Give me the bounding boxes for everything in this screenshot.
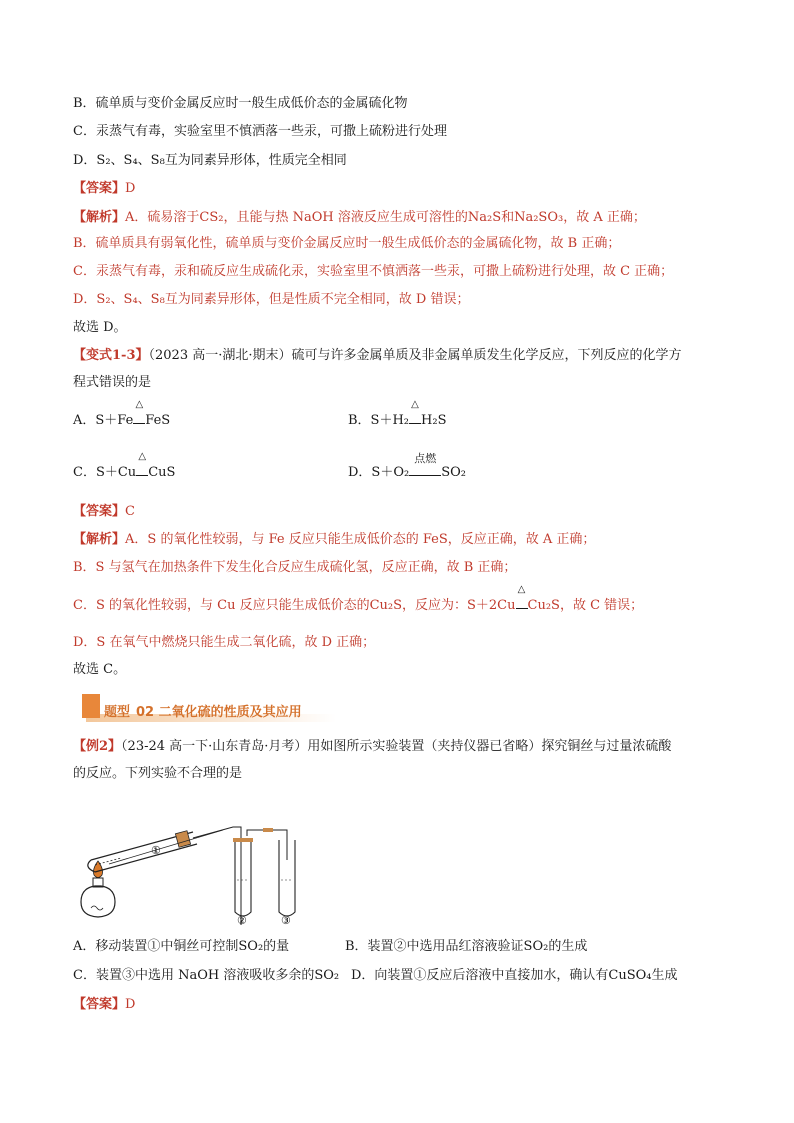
section-marker xyxy=(82,694,100,718)
q3-stem-line-2: 的反应。下列实验不合理的是 xyxy=(73,766,243,781)
analysis-c-pre: C．S 的氧化性较弱，与 Cu 反应只能生成低价态的Cu₂S，反应为：S＋2Cu xyxy=(73,598,516,613)
apparatus-diagram xyxy=(73,820,333,925)
ignition-condition xyxy=(409,452,441,476)
q2-analysis-d: D．S 在氧气中燃烧只能生成二氧化硫，故 D 正确； xyxy=(73,635,376,650)
q1-option-d: D．S₂、S₄、S₈互为同素异形体，性质完全相同 xyxy=(73,153,347,168)
label-device-3: ③ xyxy=(281,914,291,925)
stem-text: （23-24 高一下·山东青岛·月考）用如图所示实验装置（夹持仪器已省略）探究铜丝与过量浓硫酸 xyxy=(121,739,672,754)
label-device-2: ② xyxy=(237,914,247,925)
q2-analysis-b: B．S 与氢气在加热条件下发生化合反应生成硫化氢，反应正确，故 B 正确； xyxy=(73,560,517,575)
q2-stem-line-1 xyxy=(73,347,681,365)
q1-conclusion: 故选 D。 xyxy=(73,320,127,335)
q3-option-d: D．向装置①反应后溶液中直接加水，确认有CuSO₄生成 xyxy=(351,968,678,983)
analysis-text: A．S 的氧化性较弱，与 Fe 反应只能生成低价态的 FeS，反应正确，故 A 正确； xyxy=(125,532,596,547)
analysis-label: 【解析】 xyxy=(73,210,126,225)
example-label: 【例2】 xyxy=(73,739,122,754)
q3-option-c: C．装置③中选用 NaOH 溶液吸收多余的SO₂ xyxy=(73,968,340,983)
heating-condition xyxy=(409,399,421,424)
analysis-label: 【解析】 xyxy=(73,532,126,547)
q2-analysis-c xyxy=(73,584,644,615)
answer-label: 【答案】 xyxy=(73,181,126,196)
analysis-c-post: Cu₂S，故 C 错误； xyxy=(527,598,644,613)
section-title: 02 二氧化硫的性质及其应用 xyxy=(136,704,302,720)
q1-option-c: C．汞蒸气有毒，实验室里不慎洒落一些汞，可撒上硫粉进行处理 xyxy=(73,124,447,139)
option-d-lhs: D．S＋O₂ xyxy=(348,465,410,480)
option-b-lhs: B．S＋H₂ xyxy=(348,413,410,428)
option-d-rhs: SO₂ xyxy=(441,465,466,480)
ignite-label: 点燃 xyxy=(414,452,437,465)
answer-value: D xyxy=(125,997,136,1012)
option-a-lhs: A．S＋Fe xyxy=(73,413,134,428)
q1-answer xyxy=(73,180,135,198)
q1-analysis-b: B．硫单质具有弱氧化性，硫单质与变价金属反应时一般生成低价态的金属硫化物，故 B 正确； xyxy=(73,236,621,251)
option-b-rhs: H₂S xyxy=(421,413,447,428)
heating-condition xyxy=(516,584,528,609)
delta-symbol: △ xyxy=(517,584,526,595)
q2-answer xyxy=(73,503,135,521)
heating-condition xyxy=(133,399,145,424)
answer-label: 【答案】 xyxy=(73,504,126,519)
q2-option-b xyxy=(348,399,447,430)
delta-symbol: △ xyxy=(138,451,147,462)
q1-analysis-a xyxy=(73,209,646,227)
delta-symbol: △ xyxy=(411,399,419,410)
q3-answer xyxy=(73,996,135,1014)
q1-analysis-c: C．汞蒸气有毒，汞和硫反应生成硫化汞，实验室里不慎洒落一些汞，可撒上硫粉进行处理，故 C 正确； xyxy=(73,264,674,279)
q1-analysis-d: D．S₂、S₄、S₈互为同素异形体，但是性质不完全相同，故 D 错误； xyxy=(73,292,470,307)
option-a-rhs: FeS xyxy=(145,413,171,428)
heating-condition xyxy=(136,451,148,476)
q3-stem-line-1 xyxy=(73,738,671,756)
q2-conclusion: 故选 C。 xyxy=(73,662,127,677)
q1-option-b: B．硫单质与变价金属反应时一般生成低价态的金属硫化物 xyxy=(73,96,408,111)
q2-analysis-a xyxy=(73,531,595,549)
option-c-lhs: C．S＋Cu xyxy=(73,465,137,480)
answer-value: C xyxy=(125,504,135,519)
stem-text: （2023 高一·湖北·期末）硫可与许多金属单质及非金属单质发生化学反应，下列反应的化学方 xyxy=(148,348,682,363)
section-heading xyxy=(86,700,302,720)
q2-stem-line-2: 程式错误的是 xyxy=(73,375,152,390)
variant-label: 【变式1-3】 xyxy=(73,348,149,363)
analysis-text: A．硫易溶于CS₂，且能与热 NaOH 溶液反应生成可溶性的Na₂S和Na₂SO₃，故 A 正确； xyxy=(125,210,646,225)
option-c-rhs: CuS xyxy=(148,465,176,480)
q2-option-d xyxy=(348,452,466,482)
answer-value: D xyxy=(125,181,136,196)
label-device-1: ① xyxy=(151,844,161,857)
q2-option-a xyxy=(73,399,171,430)
section-label: 题型 xyxy=(104,704,131,720)
q3-option-b: B．装置②中选用品红溶液验证SO₂的生成 xyxy=(345,939,588,954)
q2-option-c xyxy=(73,451,176,482)
delta-symbol: △ xyxy=(135,399,144,410)
q3-option-a: A．移动装置①中铜丝可控制SO₂的量 xyxy=(73,939,290,954)
answer-label: 【答案】 xyxy=(73,997,126,1012)
